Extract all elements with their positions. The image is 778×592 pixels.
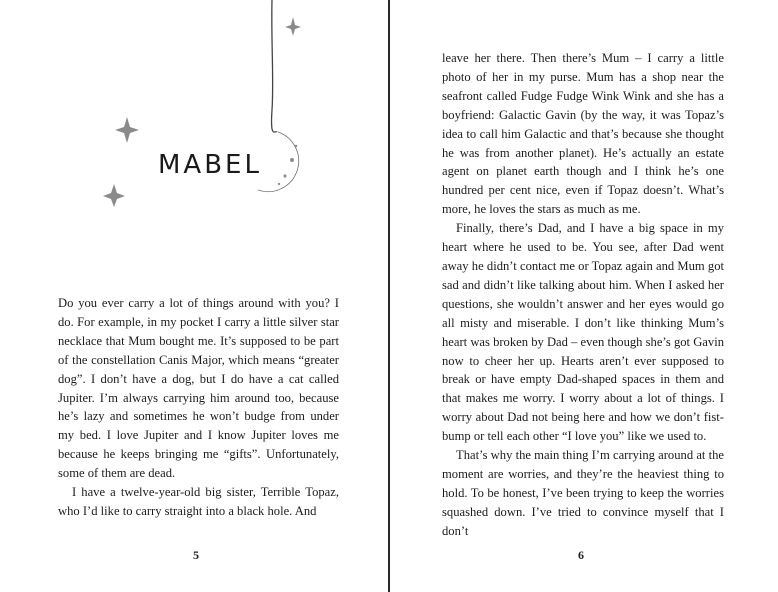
paragraph: leave her there. Then there’s Mum – I carry a little photo of her in my purse. Mum has a shop near the seafront called Fudge Fudge Wink Wink and she has a boyfriend: Galactic Gavin (by the way, it was Topaz’s idea to call him Galactic and that’s because she thought he was from another planet). He’s actually an estate agent on planet earth though and I think he’s one hundred per cent nice, even if Topaz doesn’t. What’s more, he loves the stars as much as me. (442, 51, 724, 217)
paragraph: Do you ever carry a lot of things around with you? I do. For example, in my pocket I carry a little silver star necklace that Mum bought me. It’s supposed to be part of the constellation Canis Major, which means “greater dog”. I don’t have a dog, but I do have a cat called Jupiter. I’m always carrying him around too, because he’s lazy and sometimes he won’t budge from under my bed. I love Jupiter and I know Jupiter loves me because he keeps bringing me “gifts”. Unfortunately, some of them are dead. (58, 296, 339, 481)
left-page (0, 0, 388, 592)
star-icon-top (285, 17, 301, 36)
page-number-left: 5 (193, 548, 199, 562)
chapter-illustration (0, 0, 388, 240)
paragraph: That’s why the main thing I’m carrying around at the moment are worries, and they’re the heaviest thing to hold. To be honest, I’ve been trying to keep the worries squashed down. I’ve tried to convince myself that I don’t (442, 448, 724, 538)
right-page-text (442, 49, 724, 541)
chapter-title: MABEL (158, 150, 262, 180)
page-number-right: 6 (578, 548, 584, 562)
left-page-text (58, 294, 339, 521)
moon-string (272, 0, 277, 132)
paragraph: Finally, there’s Dad, and I have a big space in my heart where he used to be. You see, after Dad went away he didn’t contact me or Topaz again and Mum got sad and didn’t like talking about him. When I asked her questions, she wouldn’t answer and her eyes would go all misty and miserable. I don’t like thinking Mum’s heart was broken by Dad – even though she’s got Gavin now to cheer her up. Hearts aren’t ever supposed to break or have empty Dad-shaped spaces in them and that makes me worry. I worry about a lot of things. I worry about Dad not being here and how we don’t fist-bump or tell each other “I love you” like we used to. (442, 221, 724, 444)
paragraph: I have a twelve-year-old big sister, Terrible Topaz, who I’d like to carry straight into a black hole. And (58, 485, 339, 518)
star-icon-bottom (103, 184, 125, 207)
star-icon-left (115, 117, 139, 143)
